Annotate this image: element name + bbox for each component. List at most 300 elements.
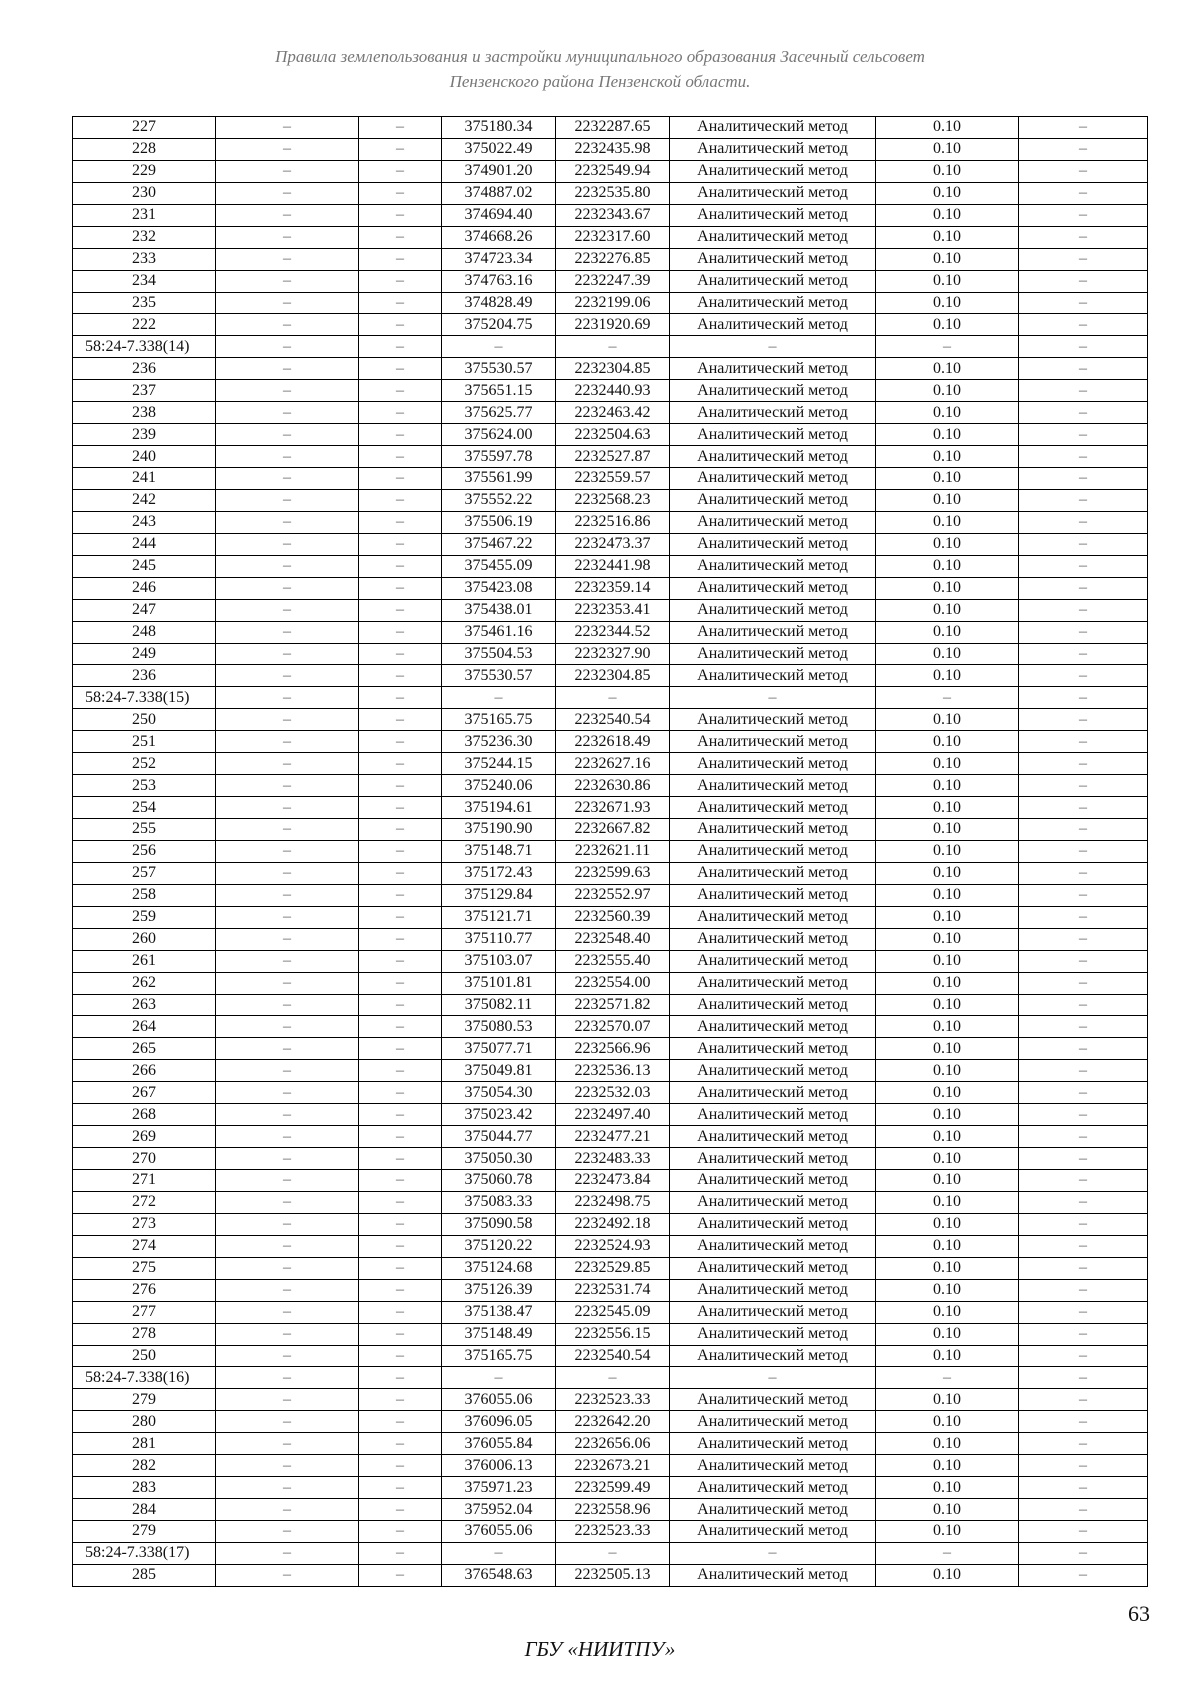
x-coordinate-cell: 375120.22 [442, 1235, 556, 1257]
point-number-cell: 227 [73, 117, 216, 139]
accuracy-cell: 0.10 [876, 1060, 1019, 1082]
blank-cell-b: – [359, 138, 442, 160]
y-coordinate-cell: 2232673.21 [556, 1455, 670, 1477]
x-coordinate-cell: 375438.01 [442, 599, 556, 621]
blank-cell-b: – [359, 775, 442, 797]
method-cell: Аналитический метод [670, 862, 876, 884]
blank-cell-a: – [216, 1477, 359, 1499]
blank-cell-a: – [216, 358, 359, 380]
table-row [73, 182, 1148, 204]
point-number-cell: 236 [73, 358, 216, 380]
accuracy-cell: 0.10 [876, 950, 1019, 972]
description-cell: – [1019, 314, 1148, 336]
y-coordinate-cell: 2232536.13 [556, 1060, 670, 1082]
description-cell: – [1019, 1323, 1148, 1345]
description-cell: – [1019, 402, 1148, 424]
y-coordinate-cell: 2232304.85 [556, 665, 670, 687]
accuracy-cell: 0.10 [876, 709, 1019, 731]
point-number-cell: 261 [73, 950, 216, 972]
point-number-cell: 254 [73, 797, 216, 819]
method-cell: Аналитический метод [670, 643, 876, 665]
y-coordinate-cell: 2232247.39 [556, 270, 670, 292]
method-cell: Аналитический метод [670, 555, 876, 577]
blank-cell-a: – [216, 1016, 359, 1038]
blank-cell-b: – [359, 797, 442, 819]
accuracy-cell: 0.10 [876, 248, 1019, 270]
table-row [73, 1060, 1148, 1082]
blank-cell-b: – [359, 687, 442, 709]
description-cell: – [1019, 226, 1148, 248]
accuracy-cell: 0.10 [876, 731, 1019, 753]
point-number-cell: 269 [73, 1126, 216, 1148]
x-coordinate-cell: – [442, 1542, 556, 1564]
description-cell: – [1019, 819, 1148, 841]
y-coordinate-cell: 2232545.09 [556, 1301, 670, 1323]
description-cell: – [1019, 797, 1148, 819]
x-coordinate-cell: 375467.22 [442, 533, 556, 555]
method-cell: Аналитический метод [670, 138, 876, 160]
x-coordinate-cell: 375651.15 [442, 380, 556, 402]
point-number-cell: 250 [73, 1345, 216, 1367]
method-cell: Аналитический метод [670, 709, 876, 731]
method-cell: Аналитический метод [670, 511, 876, 533]
point-number-cell: 272 [73, 1191, 216, 1213]
description-cell: – [1019, 117, 1148, 139]
x-coordinate-cell: 375080.53 [442, 1016, 556, 1038]
method-cell: Аналитический метод [670, 1301, 876, 1323]
table-row [73, 797, 1148, 819]
blank-cell-a: – [216, 1170, 359, 1192]
table-row [73, 1301, 1148, 1323]
accuracy-cell: 0.10 [876, 1279, 1019, 1301]
description-cell: – [1019, 1433, 1148, 1455]
method-cell: – [670, 336, 876, 358]
y-coordinate-cell: 2232566.96 [556, 1038, 670, 1060]
description-cell: – [1019, 950, 1148, 972]
table-row [73, 380, 1148, 402]
y-coordinate-cell: 2232504.63 [556, 424, 670, 446]
blank-cell-a: – [216, 424, 359, 446]
blank-cell-a: – [216, 906, 359, 928]
table-row [73, 1477, 1148, 1499]
description-cell: – [1019, 1082, 1148, 1104]
blank-cell-a: – [216, 468, 359, 490]
table-row [73, 402, 1148, 424]
blank-cell-b: – [359, 862, 442, 884]
blank-cell-b: – [359, 489, 442, 511]
method-cell: Аналитический метод [670, 1126, 876, 1148]
y-coordinate-cell: 2232568.23 [556, 489, 670, 511]
x-coordinate-cell: 375082.11 [442, 994, 556, 1016]
accuracy-cell: 0.10 [876, 533, 1019, 555]
y-coordinate-cell: 2232343.67 [556, 204, 670, 226]
blank-cell-a: – [216, 1191, 359, 1213]
description-cell: – [1019, 709, 1148, 731]
x-coordinate-cell: 375126.39 [442, 1279, 556, 1301]
blank-cell-b: – [359, 1477, 442, 1499]
description-cell: – [1019, 380, 1148, 402]
point-number-cell: 284 [73, 1499, 216, 1521]
description-cell: – [1019, 1104, 1148, 1126]
x-coordinate-cell: 375504.53 [442, 643, 556, 665]
table-row [73, 1279, 1148, 1301]
blank-cell-a: – [216, 117, 359, 139]
method-cell: Аналитический метод [670, 1499, 876, 1521]
method-cell: Аналитический метод [670, 972, 876, 994]
blank-cell-a: – [216, 270, 359, 292]
y-coordinate-cell: 2232560.39 [556, 906, 670, 928]
accuracy-cell: 0.10 [876, 906, 1019, 928]
description-cell: – [1019, 1499, 1148, 1521]
description-cell: – [1019, 533, 1148, 555]
blank-cell-a: – [216, 1345, 359, 1367]
accuracy-cell: 0.10 [876, 840, 1019, 862]
description-cell: – [1019, 1213, 1148, 1235]
point-number-cell: 249 [73, 643, 216, 665]
description-cell: – [1019, 775, 1148, 797]
accuracy-cell: 0.10 [876, 1455, 1019, 1477]
point-number-cell: 251 [73, 731, 216, 753]
point-number-cell: 58:24-7.338(16) [73, 1367, 216, 1389]
blank-cell-a: – [216, 862, 359, 884]
x-coordinate-cell: 375971.23 [442, 1477, 556, 1499]
method-cell: Аналитический метод [670, 182, 876, 204]
accuracy-cell: 0.10 [876, 753, 1019, 775]
point-number-cell: 231 [73, 204, 216, 226]
y-coordinate-cell: 2232497.40 [556, 1104, 670, 1126]
accuracy-cell: 0.10 [876, 1499, 1019, 1521]
table-row [73, 840, 1148, 862]
method-cell: Аналитический метод [670, 1170, 876, 1192]
description-cell: – [1019, 1301, 1148, 1323]
table-row [73, 160, 1148, 182]
y-coordinate-cell: 2232656.06 [556, 1433, 670, 1455]
accuracy-cell: 0.10 [876, 928, 1019, 950]
method-cell: Аналитический метод [670, 533, 876, 555]
blank-cell-a: – [216, 1433, 359, 1455]
running-header [0, 44, 1200, 94]
header-line-1: Правила землепользования и застройки муниципального образования Засечный сельсовет [275, 47, 925, 66]
table-row [73, 555, 1148, 577]
table-row [73, 424, 1148, 446]
accuracy-cell: 0.10 [876, 1257, 1019, 1279]
accuracy-cell: 0.10 [876, 1038, 1019, 1060]
table-row [73, 292, 1148, 314]
table-row [73, 489, 1148, 511]
table-row [73, 1257, 1148, 1279]
x-coordinate-cell: 375172.43 [442, 862, 556, 884]
y-coordinate-cell: 2232516.86 [556, 511, 670, 533]
point-number-cell: 243 [73, 511, 216, 533]
blank-cell-b: – [359, 1499, 442, 1521]
method-cell: Аналитический метод [670, 1148, 876, 1170]
y-coordinate-cell: 2232473.37 [556, 533, 670, 555]
blank-cell-a: – [216, 182, 359, 204]
x-coordinate-cell: 375597.78 [442, 446, 556, 468]
method-cell: – [670, 1542, 876, 1564]
accuracy-cell: 0.10 [876, 380, 1019, 402]
table-group-row [73, 687, 1148, 709]
table-row [73, 1191, 1148, 1213]
description-cell: – [1019, 1148, 1148, 1170]
blank-cell-b: – [359, 1213, 442, 1235]
point-number-cell: 235 [73, 292, 216, 314]
blank-cell-b: – [359, 1367, 442, 1389]
point-number-cell: 246 [73, 577, 216, 599]
table-row [73, 248, 1148, 270]
y-coordinate-cell: 2232463.42 [556, 402, 670, 424]
point-number-cell: 238 [73, 402, 216, 424]
y-coordinate-cell: – [556, 687, 670, 709]
table-row [73, 226, 1148, 248]
point-number-cell: 265 [73, 1038, 216, 1060]
x-coordinate-cell: 375506.19 [442, 511, 556, 533]
accuracy-cell: – [876, 1542, 1019, 1564]
method-cell: Аналитический метод [670, 577, 876, 599]
table-row [73, 775, 1148, 797]
y-coordinate-cell: 2232570.07 [556, 1016, 670, 1038]
point-number-cell: 222 [73, 314, 216, 336]
description-cell: – [1019, 1016, 1148, 1038]
point-number-cell: 259 [73, 906, 216, 928]
table-row [73, 204, 1148, 226]
point-number-cell: 252 [73, 753, 216, 775]
y-coordinate-cell: 2232529.85 [556, 1257, 670, 1279]
blank-cell-b: – [359, 1279, 442, 1301]
method-cell: Аналитический метод [670, 1213, 876, 1235]
method-cell: – [670, 687, 876, 709]
blank-cell-a: – [216, 204, 359, 226]
method-cell: Аналитический метод [670, 117, 876, 139]
blank-cell-a: – [216, 555, 359, 577]
description-cell: – [1019, 665, 1148, 687]
table-row [73, 599, 1148, 621]
method-cell: Аналитический метод [670, 1345, 876, 1367]
blank-cell-b: – [359, 555, 442, 577]
blank-cell-b: – [359, 226, 442, 248]
method-cell: Аналитический метод [670, 1191, 876, 1213]
y-coordinate-cell: 2232440.93 [556, 380, 670, 402]
description-cell: – [1019, 577, 1148, 599]
blank-cell-b: – [359, 358, 442, 380]
point-number-cell: 266 [73, 1060, 216, 1082]
y-coordinate-cell: 2232571.82 [556, 994, 670, 1016]
description-cell: – [1019, 292, 1148, 314]
blank-cell-a: – [216, 577, 359, 599]
y-coordinate-cell: 2232599.63 [556, 862, 670, 884]
point-number-cell: 239 [73, 424, 216, 446]
point-number-cell: 258 [73, 884, 216, 906]
blank-cell-b: – [359, 1433, 442, 1455]
accuracy-cell: 0.10 [876, 226, 1019, 248]
y-coordinate-cell: 2232642.20 [556, 1411, 670, 1433]
y-coordinate-cell: 2232477.21 [556, 1126, 670, 1148]
point-number-cell: 236 [73, 665, 216, 687]
blank-cell-b: – [359, 1521, 442, 1543]
table-row [73, 906, 1148, 928]
blank-cell-b: – [359, 446, 442, 468]
y-coordinate-cell: 2232505.13 [556, 1564, 670, 1586]
x-coordinate-cell: 375190.90 [442, 819, 556, 841]
blank-cell-a: – [216, 884, 359, 906]
x-coordinate-cell: 374887.02 [442, 182, 556, 204]
table-group-row [73, 336, 1148, 358]
point-number-cell: 255 [73, 819, 216, 841]
page-number: 63 [1128, 1601, 1150, 1626]
accuracy-cell: 0.10 [876, 1389, 1019, 1411]
accuracy-cell: 0.10 [876, 994, 1019, 1016]
description-cell: – [1019, 884, 1148, 906]
y-coordinate-cell: 2232549.94 [556, 160, 670, 182]
blank-cell-b: – [359, 1411, 442, 1433]
point-number-cell: 250 [73, 709, 216, 731]
accuracy-cell: 0.10 [876, 1521, 1019, 1543]
accuracy-cell: 0.10 [876, 1104, 1019, 1126]
blank-cell-b: – [359, 182, 442, 204]
blank-cell-b: – [359, 884, 442, 906]
table-row [73, 511, 1148, 533]
description-cell: – [1019, 1126, 1148, 1148]
blank-cell-b: – [359, 665, 442, 687]
description-cell: – [1019, 1564, 1148, 1586]
accuracy-cell: – [876, 687, 1019, 709]
point-number-cell: 233 [73, 248, 216, 270]
y-coordinate-cell: 2232498.75 [556, 1191, 670, 1213]
point-number-cell: 275 [73, 1257, 216, 1279]
blank-cell-a: – [216, 1367, 359, 1389]
accuracy-cell: 0.10 [876, 775, 1019, 797]
blank-cell-a: – [216, 446, 359, 468]
table-row [73, 1126, 1148, 1148]
point-number-cell: 58:24-7.338(15) [73, 687, 216, 709]
description-cell: – [1019, 599, 1148, 621]
method-cell: Аналитический метод [670, 468, 876, 490]
method-cell: Аналитический метод [670, 160, 876, 182]
method-cell: Аналитический метод [670, 1455, 876, 1477]
method-cell: Аналитический метод [670, 1016, 876, 1038]
y-coordinate-cell: 2232531.74 [556, 1279, 670, 1301]
blank-cell-b: – [359, 1389, 442, 1411]
blank-cell-b: – [359, 928, 442, 950]
accuracy-cell: 0.10 [876, 1433, 1019, 1455]
point-number-cell: 257 [73, 862, 216, 884]
coordinates-table-body [73, 117, 1148, 1587]
description-cell: – [1019, 1542, 1148, 1564]
blank-cell-a: – [216, 1411, 359, 1433]
y-coordinate-cell: 2232555.40 [556, 950, 670, 972]
y-coordinate-cell: 2232304.85 [556, 358, 670, 380]
table-row [73, 1323, 1148, 1345]
blank-cell-b: – [359, 972, 442, 994]
blank-cell-a: – [216, 533, 359, 555]
x-coordinate-cell: 374668.26 [442, 226, 556, 248]
method-cell: Аналитический метод [670, 621, 876, 643]
blank-cell-b: – [359, 1455, 442, 1477]
description-cell: – [1019, 1455, 1148, 1477]
accuracy-cell: 0.10 [876, 1323, 1019, 1345]
y-coordinate-cell: – [556, 336, 670, 358]
y-coordinate-cell: 2232558.96 [556, 1499, 670, 1521]
blank-cell-a: – [216, 665, 359, 687]
table-row [73, 577, 1148, 599]
blank-cell-a: – [216, 950, 359, 972]
blank-cell-a: – [216, 160, 359, 182]
point-number-cell: 240 [73, 446, 216, 468]
description-cell: – [1019, 1477, 1148, 1499]
y-coordinate-cell: – [556, 1367, 670, 1389]
y-coordinate-cell: 2232276.85 [556, 248, 670, 270]
blank-cell-b: – [359, 709, 442, 731]
point-number-cell: 278 [73, 1323, 216, 1345]
table-row [73, 1455, 1148, 1477]
method-cell: Аналитический метод [670, 204, 876, 226]
x-coordinate-cell: 375083.33 [442, 1191, 556, 1213]
blank-cell-a: – [216, 621, 359, 643]
table-row [73, 1016, 1148, 1038]
accuracy-cell: 0.10 [876, 204, 1019, 226]
description-cell: – [1019, 753, 1148, 775]
y-coordinate-cell: 2232344.52 [556, 621, 670, 643]
blank-cell-a: – [216, 1499, 359, 1521]
point-number-cell: 244 [73, 533, 216, 555]
description-cell: – [1019, 446, 1148, 468]
x-coordinate-cell: 375148.71 [442, 840, 556, 862]
blank-cell-a: – [216, 797, 359, 819]
method-cell: Аналитический метод [670, 753, 876, 775]
accuracy-cell: 0.10 [876, 1301, 1019, 1323]
description-cell: – [1019, 1060, 1148, 1082]
blank-cell-a: – [216, 1038, 359, 1060]
description-cell: – [1019, 182, 1148, 204]
description-cell: – [1019, 862, 1148, 884]
blank-cell-a: – [216, 314, 359, 336]
blank-cell-a: – [216, 1126, 359, 1148]
y-coordinate-cell: 2232359.14 [556, 577, 670, 599]
table-row [73, 1521, 1148, 1543]
description-cell: – [1019, 840, 1148, 862]
description-cell: – [1019, 270, 1148, 292]
table-row [73, 972, 1148, 994]
point-number-cell: 228 [73, 138, 216, 160]
accuracy-cell: 0.10 [876, 117, 1019, 139]
x-coordinate-cell: 375049.81 [442, 1060, 556, 1082]
description-cell: – [1019, 1345, 1148, 1367]
blank-cell-b: – [359, 621, 442, 643]
point-number-cell: 242 [73, 489, 216, 511]
y-coordinate-cell: 2232353.41 [556, 599, 670, 621]
accuracy-cell: 0.10 [876, 468, 1019, 490]
blank-cell-a: – [216, 511, 359, 533]
point-number-cell: 276 [73, 1279, 216, 1301]
x-coordinate-cell: 375952.04 [442, 1499, 556, 1521]
y-coordinate-cell: 2232548.40 [556, 928, 670, 950]
description-cell: – [1019, 906, 1148, 928]
table-row [73, 117, 1148, 139]
blank-cell-a: – [216, 1389, 359, 1411]
table-row [73, 1213, 1148, 1235]
y-coordinate-cell: 2232523.33 [556, 1389, 670, 1411]
method-cell: Аналитический метод [670, 884, 876, 906]
blank-cell-a: – [216, 336, 359, 358]
blank-cell-a: – [216, 994, 359, 1016]
blank-cell-a: – [216, 709, 359, 731]
table-row [73, 1170, 1148, 1192]
method-cell: Аналитический метод [670, 489, 876, 511]
description-cell: – [1019, 424, 1148, 446]
method-cell: Аналитический метод [670, 1060, 876, 1082]
y-coordinate-cell: 2232441.98 [556, 555, 670, 577]
blank-cell-a: – [216, 753, 359, 775]
